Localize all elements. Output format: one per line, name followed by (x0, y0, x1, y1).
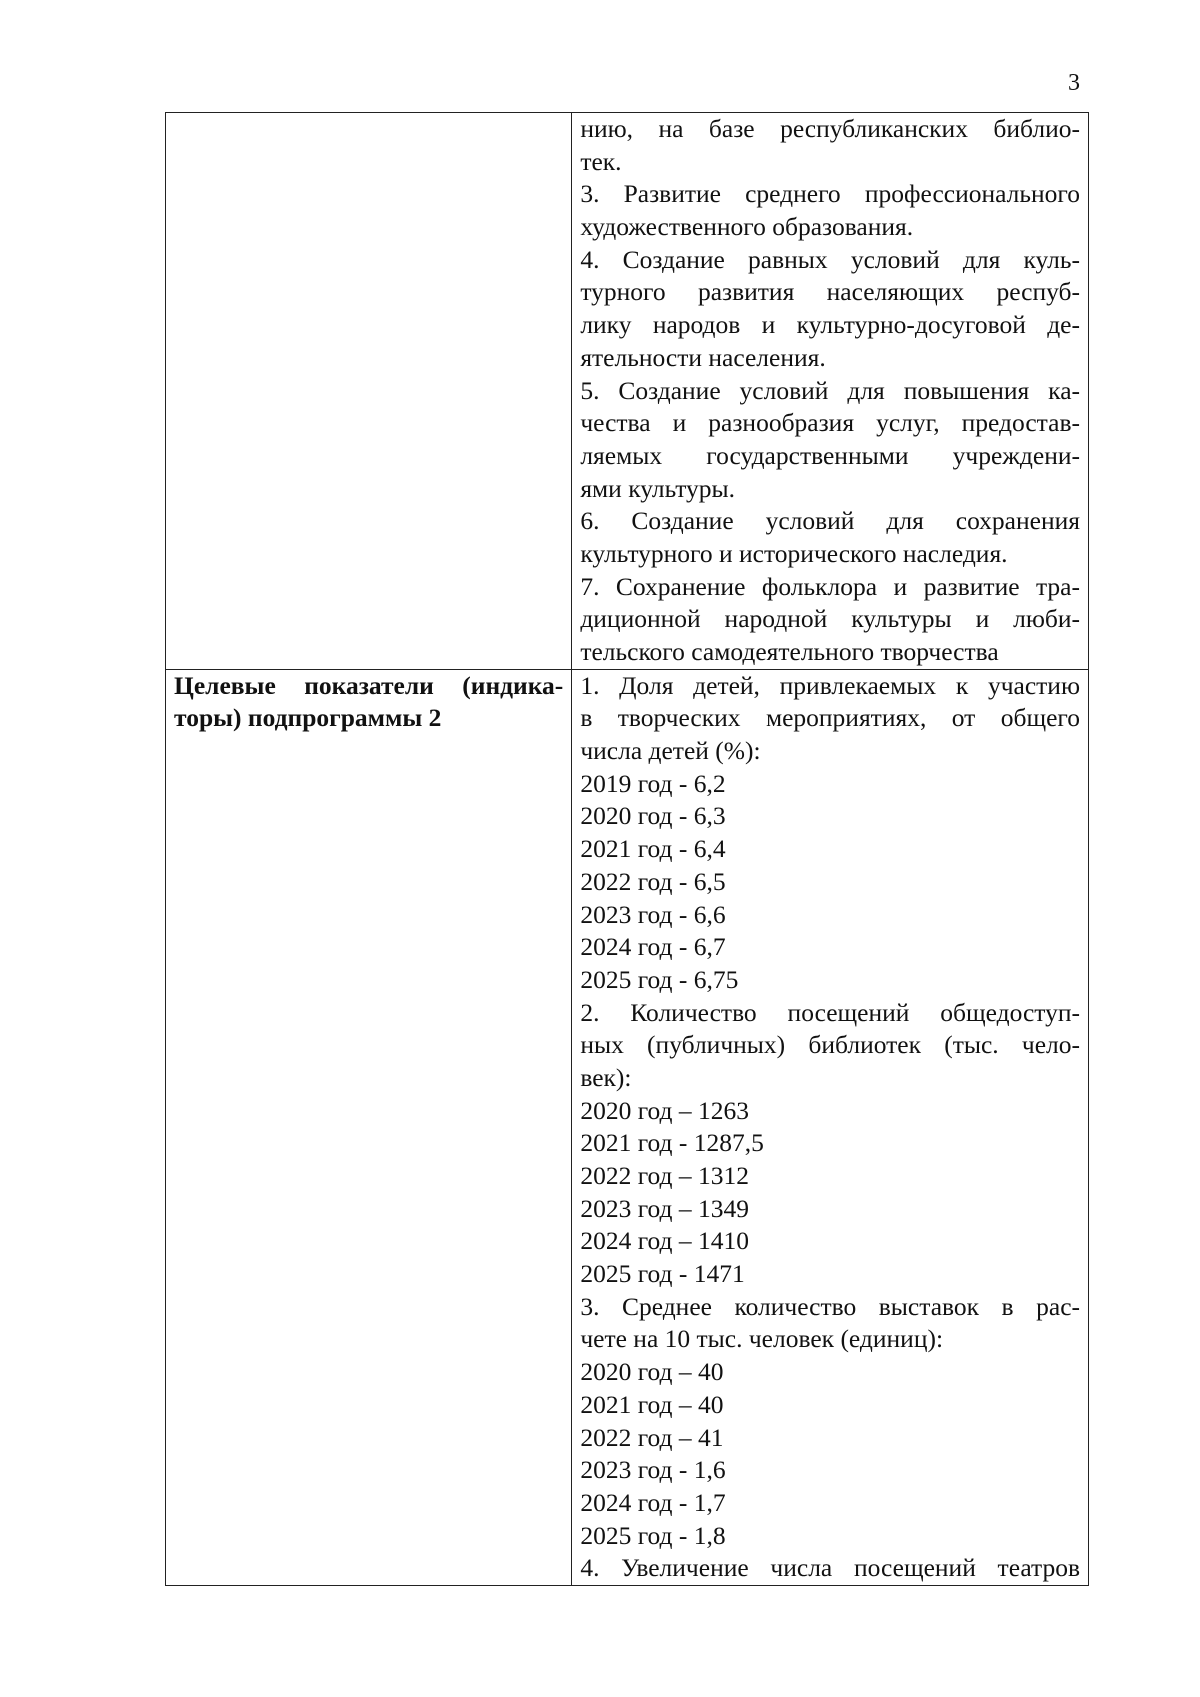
text-line: 2023 год - 1,6 (580, 1455, 726, 1485)
text-line: 2020 год – 40 (580, 1357, 724, 1387)
label-line: Целевые показатели (индика- (174, 670, 564, 700)
row-content-cell (572, 669, 1089, 1585)
text-line: 2020 год - 6,3 (580, 801, 726, 831)
text-line: век): (580, 1062, 632, 1092)
text-line: 7. Сохранение фольклора и развитие тра- (580, 571, 1080, 601)
text-line: 2024 год – 1410 (580, 1226, 750, 1256)
text-line: 2025 год - 1,8 (580, 1520, 726, 1550)
table-row (166, 113, 1089, 670)
text-line: чества и разнообразия услуг, предостав- (580, 408, 1080, 438)
text-line: лику народов и культурно-досуговой де- (580, 310, 1080, 340)
text-line: 2023 год - 6,6 (580, 899, 726, 929)
text-line: чете на 10 тыс. человек (единиц): (580, 1324, 944, 1354)
text-line: 2021 год - 6,4 (580, 834, 726, 864)
passport-table (165, 112, 1089, 1586)
text-line: культурного и исторического наследия. (580, 538, 1008, 568)
text-line: 6. Создание условий для сохранения (580, 506, 1080, 536)
label-line: торы) подпрограммы 2 (174, 703, 442, 733)
text-line: 2024 год - 1,7 (580, 1487, 726, 1517)
text-line: 2020 год – 1263 (580, 1095, 750, 1125)
text-line: числа детей (%): (580, 736, 761, 766)
text-line: 2022 год - 6,5 (580, 866, 726, 896)
text-line: в творческих мероприятиях, от общего (580, 703, 1080, 733)
text-line: нию, на базе республиканских библио- (580, 114, 1080, 143)
text-line: турного развития населяющих респуб- (580, 277, 1080, 307)
text-line: ляемых государственными учреждени- (580, 440, 1080, 470)
text-line: ных (публичных) библиотек (тыс. чело- (580, 1030, 1080, 1060)
text-line: 5. Создание условий для повышения ка- (580, 375, 1080, 405)
text-line: 2024 год - 6,7 (580, 932, 726, 962)
text-line: художественного образования. (580, 212, 914, 242)
text-line: 3. Среднее количество выставок в рас- (580, 1291, 1080, 1321)
text-line: 2021 год - 1287,5 (580, 1128, 764, 1158)
text-line: 2022 год – 1312 (580, 1161, 750, 1190)
text-line: 2025 год - 6,75 (580, 964, 739, 994)
page-number: 3 (1068, 70, 1080, 96)
text-line: 3. Развитие среднего профессионального (580, 179, 1080, 209)
text-line: ятельности населения. (580, 342, 826, 372)
text-line: 4. Создание равных условий для куль- (580, 244, 1080, 274)
text-line: 2. Количество посещений общедоступ- (580, 997, 1080, 1027)
text-line: тек. (580, 146, 622, 176)
text-line: 2019 год - 6,2 (580, 768, 726, 798)
text-line: 1. Доля детей, привлекаемых к участию (580, 670, 1080, 700)
text-line: 2025 год - 1471 (580, 1259, 745, 1289)
text-line: диционной народной культуры и люби- (580, 604, 1080, 634)
text-line: 2022 год – 41 (580, 1422, 724, 1452)
text-line: 2023 год – 1349 (580, 1193, 750, 1223)
text-line: тельского самодеятельного творчества (580, 637, 999, 666)
text-line: ями культуры. (580, 473, 736, 503)
row-content-cell (572, 113, 1089, 670)
row-label-cell (166, 669, 572, 1585)
text-line: 4. Увеличение числа посещений театров (580, 1553, 1080, 1583)
table-row (166, 669, 1089, 1585)
text-line: 2021 год – 40 (580, 1389, 724, 1419)
row-label-cell (166, 113, 572, 670)
